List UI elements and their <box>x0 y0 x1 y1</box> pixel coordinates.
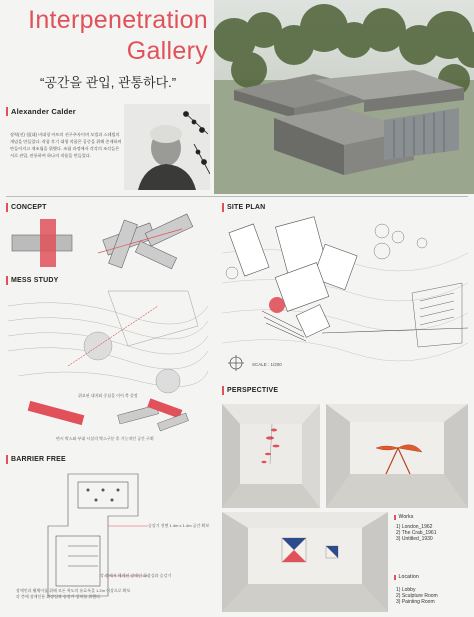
perspective-lobby-render <box>222 404 320 508</box>
tagline-quote: “공간을 관입, 관통하다.” <box>40 75 177 90</box>
section-marker <box>6 455 8 464</box>
concept-header <box>6 203 47 212</box>
calder-description: 장력(선) 힘(대) 비대칭 아트의 선구주자이며 모빌과 스테빌의 개념을 만들었다. 작품 후기 대형 작품은 공중을 위해 존재하며 만들어지고 재조립을 위했다. 조립 과정에서 각각의 조각들은 서로 관입, 관통하여 하나의 작품을 만들었다. <box>10 132 122 158</box>
section-marker <box>394 515 396 520</box>
mess-caption-2: 면시 박스와 부대 시설의 박스구분 후 기능적인 공간 구획 <box>56 436 154 441</box>
section-marker <box>394 575 396 580</box>
section-marker <box>222 203 224 212</box>
works-title: Works <box>398 514 414 520</box>
works-list <box>396 524 437 542</box>
mess-study-title: MESS STUDY <box>11 277 59 284</box>
section-marker <box>6 276 8 285</box>
site-plan-scale: SCALE : 1/200 <box>252 362 282 367</box>
calder-name: Alexander Calder <box>11 107 76 116</box>
barrier-free-floorplan <box>8 466 208 606</box>
barrier-note-2: 각 층에서 체계된 장애인 화장실과 승강기 <box>100 573 172 578</box>
location-list <box>396 587 438 605</box>
mess-study-blocks <box>8 398 208 434</box>
list-item: 3) Untitled_1930 <box>396 536 433 542</box>
mess-caption-1: 위요된 대지와 중심을 이어 축 설정 <box>78 393 138 398</box>
site-plan-header <box>222 203 265 212</box>
perspective-title: PERSPECTIVE <box>227 387 279 394</box>
list-item: 1) Lobby <box>396 587 416 593</box>
perspective-sculpture-render <box>326 404 468 508</box>
mess-study-site-drawing <box>8 286 208 396</box>
section-marker <box>6 107 8 116</box>
perspective-header <box>222 386 278 395</box>
barrier-free-header <box>6 455 66 464</box>
works-header <box>394 514 414 520</box>
mess-study-header <box>6 276 59 285</box>
title-line1: Interpenetration <box>28 6 208 34</box>
list-item: 2) Sculpture Room <box>396 593 438 599</box>
concept-diagram <box>6 213 206 273</box>
location-header <box>394 574 419 580</box>
barrier-free-title: BARRIER FREE <box>11 456 66 463</box>
divider <box>6 196 468 197</box>
barrier-note-1: 승강기 전면 1.4m x 1.4m 공간 확보 <box>148 523 210 528</box>
concept-title: CONCEPT <box>11 204 47 211</box>
site-plan-title: SITE PLAN <box>227 204 266 211</box>
calder-section-header <box>6 107 76 116</box>
perspective-painting-render <box>222 512 388 612</box>
list-item: 3) Painting Room <box>396 599 435 605</box>
location-title: Location <box>398 574 420 580</box>
barrier-note-4: 각 층에 장애인용 화장실과 승강기 설치를 위했다. <box>16 594 102 599</box>
title-line2: Gallery <box>126 37 208 65</box>
section-marker <box>222 386 224 395</box>
section-marker <box>6 203 8 212</box>
list-item: 1) London_1962 <box>396 524 433 530</box>
site-plan-drawing <box>222 213 468 378</box>
hero-render-image <box>214 0 474 194</box>
calder-portrait <box>124 104 210 190</box>
list-item: 2) The Crab_1961 <box>396 530 437 536</box>
barrier-note-3: 장애인과 휠체어를 위해 모든 복도의 유효폭을 1.2m 이상으로 확보 <box>16 588 131 593</box>
